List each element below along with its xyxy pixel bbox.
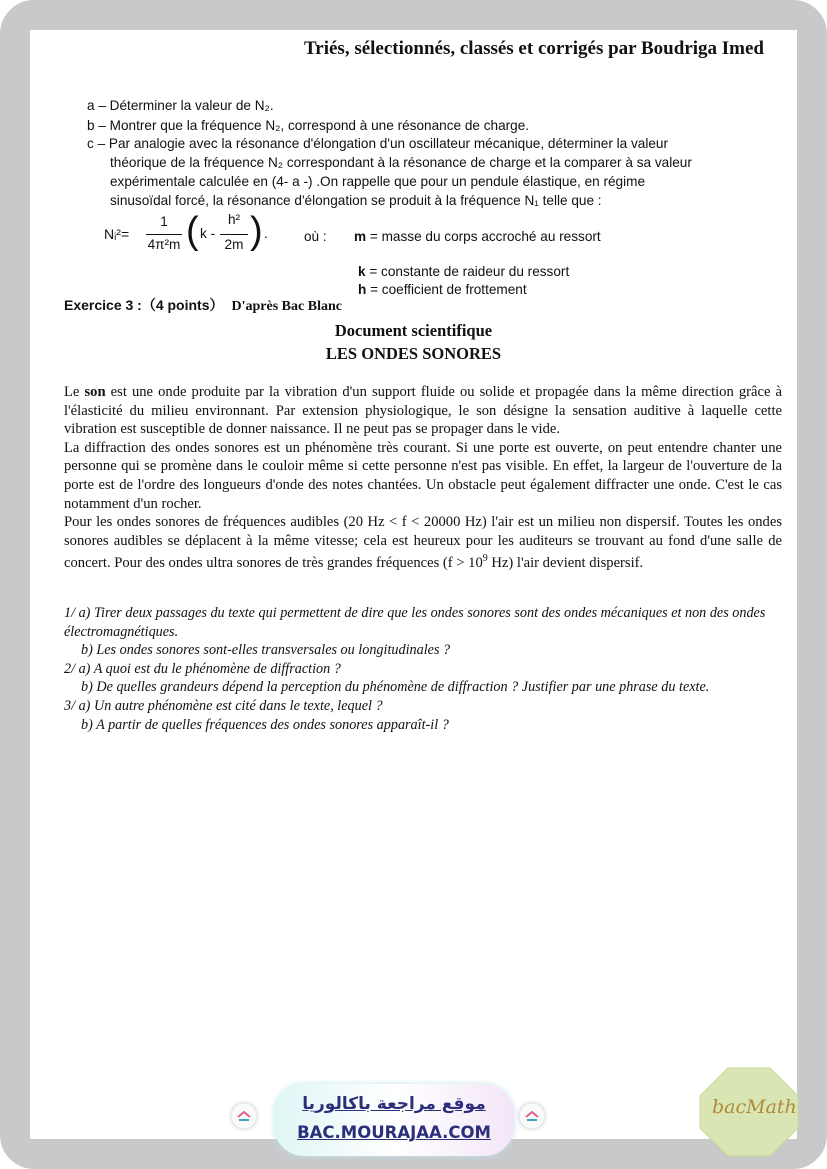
p1-pre: Le	[64, 384, 85, 400]
left-paren: (	[186, 210, 199, 252]
symbol-m: m	[354, 229, 367, 244]
question-c-line2: théorique de la fréquence N₂ correspondant à la résonance de charge et la comparer à sa valeur	[110, 155, 692, 170]
formula-lhs: Nᵢ²=	[104, 226, 130, 242]
page	[30, 30, 797, 1142]
question-1a: 1/ a) Tirer deux passages du texte qui permettent de dire que les ondes sonores sont des ondes mécaniques et non des ondes électromagnétiques.	[64, 605, 766, 640]
formula-dot: .	[264, 226, 268, 241]
question-3b: b) A partir de quelles fréquences des ondes sonores apparaît-il ?	[81, 716, 449, 733]
question-c-line4: sinusoïdal forcé, la résonance d'élongation se produit à la fréquence N₁ telle que :	[110, 193, 602, 208]
p3-post: Hz) l'air devient dispersif.	[487, 555, 644, 572]
question-a: a – Déterminer la valeur de N₂.	[87, 98, 274, 113]
question-2b: b) De quelles grandeurs dépend la perception du phénomène de diffraction ? Justifier par une phrase du texte.	[81, 679, 710, 696]
paragraph-1	[64, 383, 782, 439]
exercise-heading	[64, 295, 342, 315]
symbol-k: k	[358, 264, 366, 279]
footer-link[interactable]	[274, 1084, 514, 1156]
definition-m	[354, 229, 601, 244]
formula-k: k -	[200, 226, 216, 241]
footer-url[interactable]: BAC.MOURAJAA.COM	[297, 1123, 491, 1142]
exercise-label: Exercice 3 :（4 points）	[64, 297, 224, 313]
site-logo-left-icon	[230, 1102, 258, 1130]
formula-numerator: 1	[160, 214, 168, 229]
question-1b: b) Les ondes sonores sont-elles transversales ou longitudinales ?	[81, 642, 451, 659]
exercise-source: D'après Bac Blanc	[231, 299, 342, 314]
definition-k	[358, 264, 569, 279]
formula-h-numerator: h²	[227, 212, 241, 227]
badge-text: bacMath	[712, 1096, 797, 1118]
p1-bold: son	[84, 384, 106, 400]
definition-k-text: = constante de raideur du ressort	[369, 264, 570, 279]
definition-h	[358, 282, 527, 297]
ou-label: où :	[304, 229, 327, 244]
question-3a: 3/ a) Un autre phénomène est cité dans le texte, lequel ?	[64, 697, 383, 714]
question-c-line3: expérimentale calculée en (4- a -) .On rappelle que pour un pendule élastique, en régime	[110, 174, 646, 189]
formula-denominator: 4π²m	[147, 237, 181, 252]
site-logo-right-icon	[518, 1102, 546, 1130]
p1-post: est une onde produite par la vibration d'un support fluide ou solide et propagée dans la même direction grâce à l'élasticité du milieu environnant. Par extension physiologique, le son désigne la sensation auditive à laquelle cette vibration est susceptible de donner naissance. Il ne peut pas se propager dans le vide.	[64, 384, 782, 438]
paragraph-2: La diffraction des ondes sonores est un phénomène très courant. Si une porte est ouverte, on peut entendre chanter une personne qui se promène dans le couloir même si cette personne n'est pas visible. En effet, la largeur de l'ouverture de la porte est de l'ordre des longueurs d'onde des notes chantées. Un obstacle peut également diffracter une onde. C'est le cas notamment d'un rocher.	[64, 439, 782, 512]
question-2a: 2/ a) A quoi est du le phénomène de diffraction ?	[64, 660, 341, 677]
document-title: Document scientifique	[334, 321, 493, 340]
definition-m-text: = masse du corps accroché au ressort	[369, 229, 601, 244]
question-b: b – Montrer que la fréquence N₂, correspond à une résonance de charge.	[87, 118, 530, 133]
paragraph-3	[64, 513, 782, 573]
p3-pre: Pour les ondes sonores de fréquences audibles (20 Hz < f < 20000 Hz) l'air est un milieu non dispersif. Toutes les ondes sonores audibles se déplacent à la même vitesse; cela est heureux pour les auditeurs se trouvant au fond d'une salle de concert. Pour des ondes ultra sonores de très grandes fréquences (f > 10	[64, 514, 782, 572]
fraction-bar	[146, 234, 182, 235]
resonance-formula	[102, 210, 302, 260]
formula-h-denominator: 2m	[224, 237, 244, 252]
questions	[64, 604, 782, 734]
footer-arabic: موقع مراجعة باكالوريا	[302, 1094, 486, 1114]
symbol-h: h	[358, 282, 367, 297]
right-paren: )	[250, 210, 263, 252]
bacmath-badge	[698, 1066, 800, 1158]
header-credit: Triés, sélectionnés, classés et corrigés par Boudriga Imed	[304, 38, 764, 59]
document-body	[64, 383, 782, 573]
question-c-line1: c – Par analogie avec la résonance d'élongation d'un oscillateur mécanique, déterminer la valeur	[87, 136, 669, 151]
definition-h-text: = coefficient de frottement	[370, 282, 527, 297]
document-subtitle: LES ONDES SONORES	[325, 344, 502, 363]
p3-exponent: 9	[482, 553, 488, 565]
fraction-bar	[220, 234, 248, 235]
